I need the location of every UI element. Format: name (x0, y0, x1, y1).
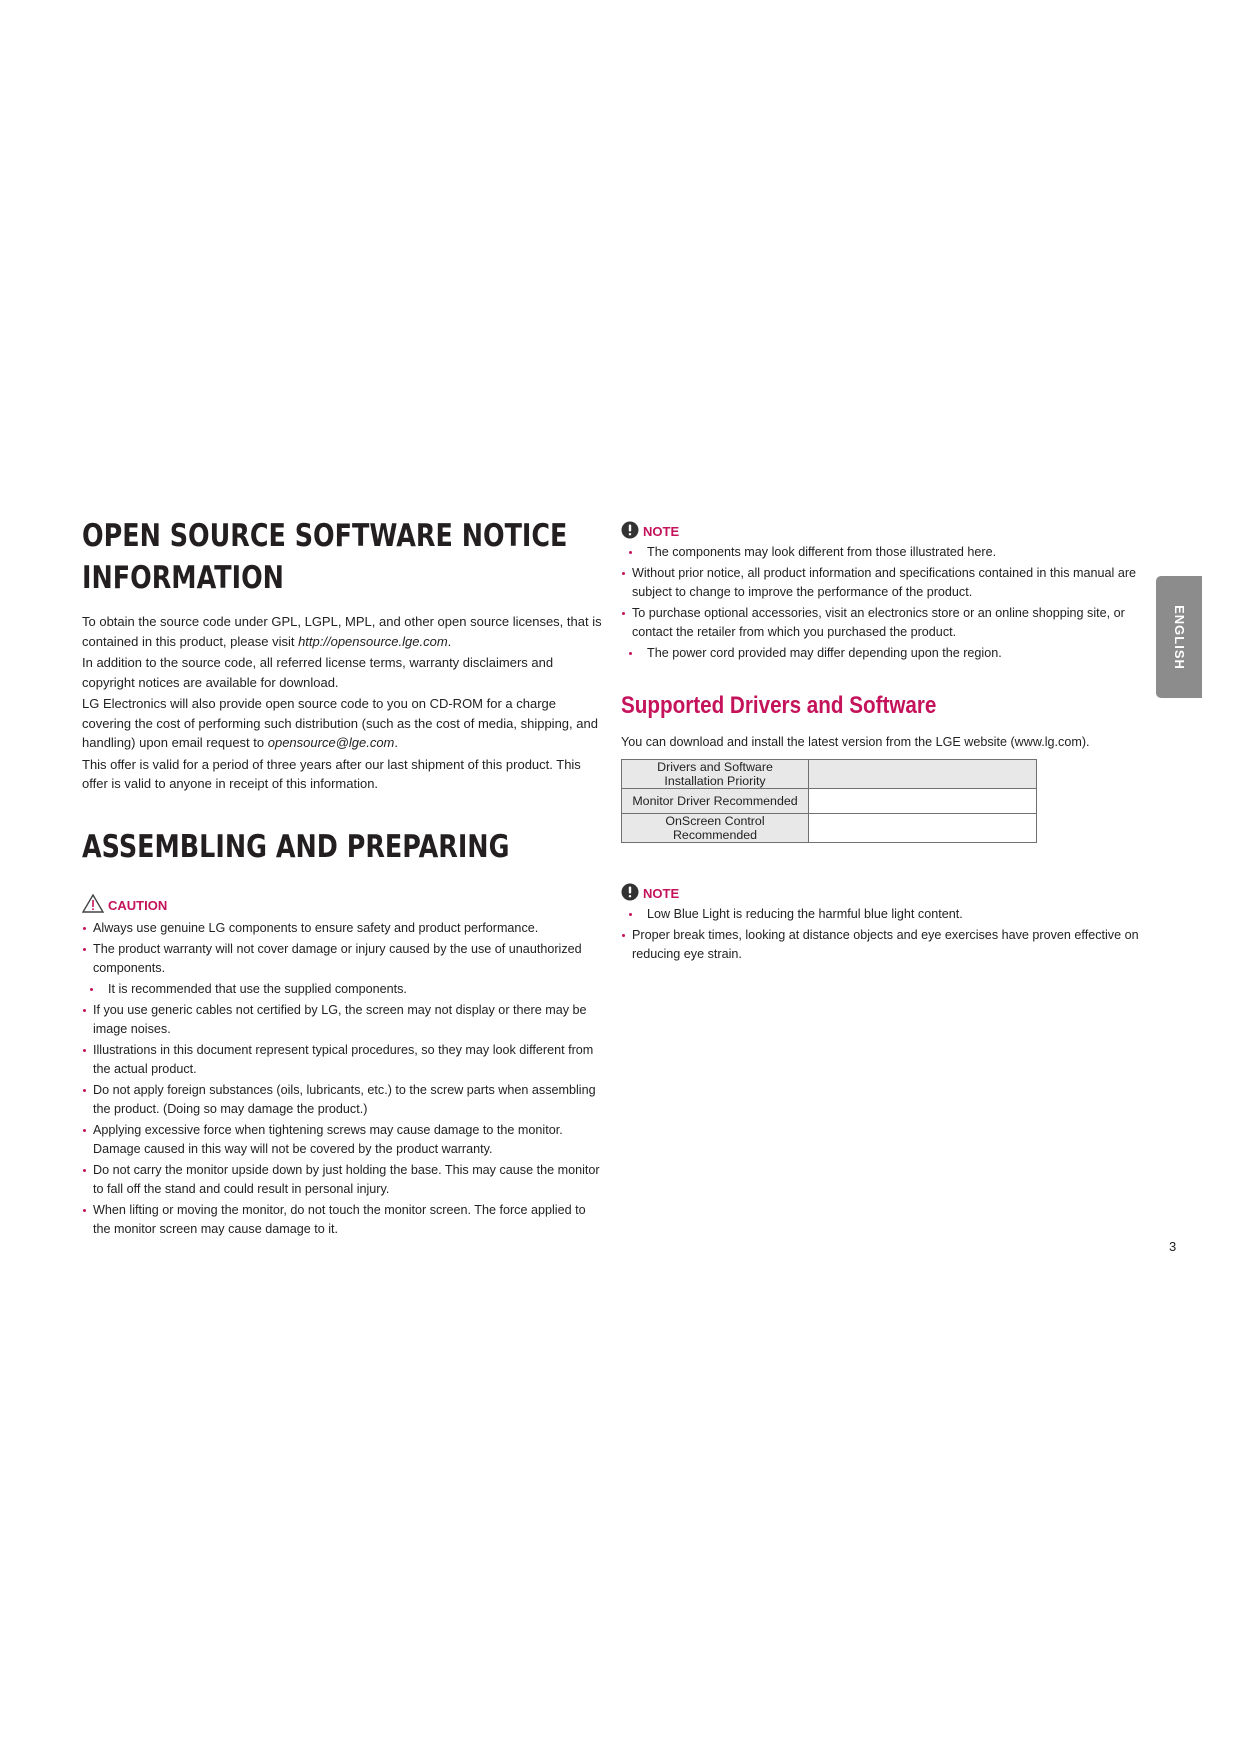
oss-title-line2: INFORMATION (82, 560, 284, 596)
note-label: NOTE (643, 886, 680, 901)
list-item: Applying excessive force when tightening screws may cause damage to the monitor. Damage caused in this way will not be covered by the product warranty. (82, 1121, 602, 1159)
list-item: When lifting or moving the monitor, do not touch the monitor screen. The force applied to the monitor screen may cause damage to it. (82, 1201, 602, 1239)
list-item: If you use generic cables not certified by LG, the screen may not display or there may be image noises. (82, 1001, 602, 1039)
list-item: Low Blue Light is reducing the harmful blue light content. (621, 905, 1141, 924)
oss-title-line1: OPEN SOURCE SOFTWARE NOTICE (82, 518, 568, 554)
oss-body (82, 612, 602, 796)
drivers-intro: You can download and install the latest version from the LGE website (www.lg.com). (621, 735, 1090, 749)
oss-paragraph-2: In addition to the source code, all referred license terms, warranty disclaimers and copyright notices are available for download. (82, 655, 554, 690)
list-item: To purchase optional accessories, visit an electronics store or an online shopping site, or contact the retailer from which you purchased the product. (621, 604, 1141, 642)
language-tab[interactable] (1156, 576, 1202, 698)
caution-list (82, 919, 602, 1241)
list-item: Proper break times, looking at distance objects and eye exercises have proven effective on reducing eye strain. (621, 926, 1141, 964)
opensource-email-link[interactable]: opensource@lge.com (267, 735, 395, 750)
oss-paragraph-3: LG Electronics will also provide open source code to you on CD-ROM for a charge covering the cost of performing such distribution (such as the cost of media, shipping, and handling) upon email request to opensource@lge.com. (82, 696, 598, 750)
list-item: Always use genuine LG components to ensure safety and product performance. (82, 919, 602, 938)
table-row (622, 814, 1037, 843)
list-item: The components may look different from those illustrated here. (621, 543, 1141, 562)
table-cell: OnScreen Control Recommended (622, 814, 809, 843)
opensource-link[interactable]: http://opensource.lge.com (298, 633, 448, 649)
table-cell (809, 789, 1037, 814)
note-label: NOTE (643, 524, 680, 539)
assembling-title: ASSEMBLING AND PREPARING (82, 829, 510, 865)
table-cell (809, 814, 1037, 843)
list-item: Illustrations in this document represent typical procedures, so they may look different from the actual product. (82, 1041, 602, 1079)
list-item: Do not carry the monitor upside down by just holding the base. This may cause the monitor to fall off the stand and could result in personal injury. (82, 1161, 602, 1199)
language-tab-label: ENGLISH (1171, 604, 1187, 670)
table-cell: Drivers and Software Installation Priority (622, 760, 809, 789)
page-number: 3 (1169, 1239, 1177, 1254)
note-heading-2 (621, 883, 679, 904)
oss-paragraph-4: This offer is valid for a period of three years after our last shipment of this product. This offer is valid to anyone in receipt of this information. (82, 756, 581, 791)
note-list-2 (621, 905, 1141, 966)
list-item: The power cord provided may differ depending upon the region. (621, 644, 1141, 663)
drivers-table (621, 759, 1037, 843)
exclamation-circle-icon (621, 521, 639, 542)
note-list-1 (621, 543, 1141, 665)
table-cell: Monitor Driver Recommended (622, 789, 809, 814)
exclamation-circle-icon (621, 883, 639, 904)
table-cell (809, 760, 1037, 789)
table-row (622, 789, 1037, 814)
note-heading-1 (621, 521, 679, 542)
list-item: It is recommended that use the supplied components. (82, 980, 602, 999)
caution-label: CAUTION (108, 897, 168, 913)
list-item: The product warranty will not cover damage or injury caused by the use of unauthorized components. (82, 940, 602, 978)
list-item: Without prior notice, all product information and specifications contained in this manual are subject to change to improve the performance of the product. (621, 564, 1141, 602)
oss-paragraph-1: To obtain the source code under GPL, LGPL, MPL, and other open source licenses, that is contained in this product, please visit http://opensource.lge.com. (82, 614, 602, 649)
list-item: Do not apply foreign substances (oils, lubricants, etc.) to the screw parts when assembling the product. (Doing so may damage the product.) (82, 1081, 602, 1119)
drivers-title: Supported Drivers and Software (621, 692, 937, 719)
table-row (622, 760, 1037, 789)
warning-triangle-icon (82, 894, 104, 916)
caution-heading (82, 894, 167, 916)
